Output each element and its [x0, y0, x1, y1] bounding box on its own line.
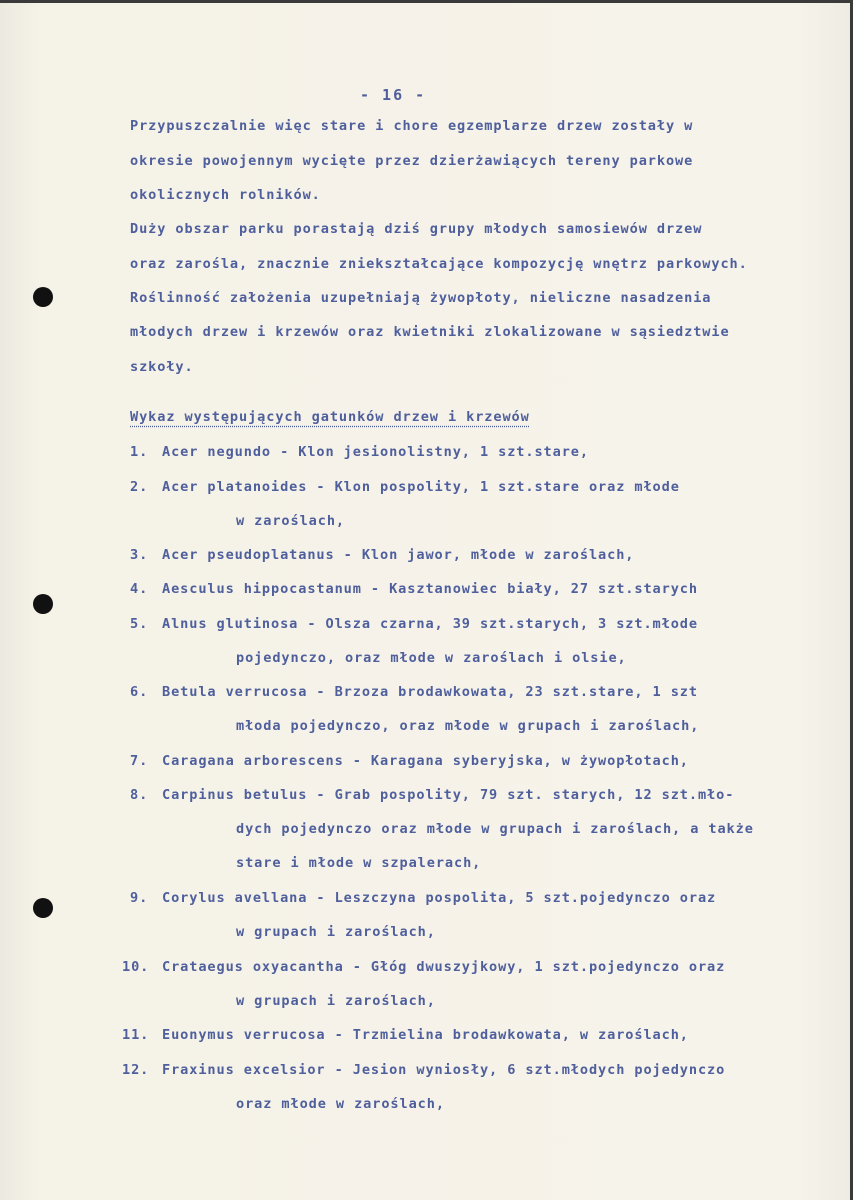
punch-hole-1: [33, 287, 53, 307]
intro-line: młodych drzew i krzewów oraz kwietniki zlokalizowane w sąsiedztwie: [130, 324, 730, 340]
list-item-number: 2.: [130, 479, 149, 495]
list-item-text: Alnus glutinosa - Olsza czarna, 39 szt.starych, 3 szt.młode: [162, 616, 698, 632]
list-item-number: 10.: [122, 959, 150, 975]
scan-edge-top: [0, 0, 853, 3]
list-item-text: pojedynczo, oraz młode w zaroślach i olsie,: [236, 650, 627, 666]
list-item-number: 5.: [130, 616, 149, 632]
intro-line: okresie powojennym wycięte przez dzierżawiących tereny parkowe: [130, 153, 694, 169]
intro-line: Przypuszczalnie więc stare i chore egzemplarze drzew zostały w: [130, 118, 694, 134]
list-item-number: 1.: [130, 444, 149, 460]
list-item-text: Fraxinus excelsior - Jesion wyniosły, 6 szt.młodych pojedynczo: [162, 1062, 726, 1078]
list-item-text: Betula verrucosa - Brzoza brodawkowata, 23 szt.stare, 1 szt: [162, 684, 698, 700]
list-item-number: 11.: [122, 1027, 150, 1043]
intro-line: szkoły.: [130, 359, 194, 375]
intro-line: oraz zarośla, znacznie zniekształcające kompozycję wnętrz parkowych.: [130, 256, 748, 272]
list-item-text: Aesculus hippocastanum - Kasztanowiec biały, 27 szt.starych: [162, 581, 698, 597]
list-item-number: 6.: [130, 684, 149, 700]
list-item-text: Carpinus betulus - Grab pospolity, 79 szt. starych, 12 szt.mło-: [162, 787, 735, 803]
list-item-text: stare i młode w szpalerach,: [236, 855, 482, 871]
list-item-text: w grupach i zaroślach,: [236, 924, 436, 940]
list-item-text: Acer negundo - Klon jesionolistny, 1 szt.stare,: [162, 444, 589, 460]
list-item-number: 8.: [130, 787, 149, 803]
intro-line: Duży obszar parku porastają dziś grupy młodych samosiewów drzew: [130, 221, 703, 237]
list-item-number: 12.: [122, 1062, 150, 1078]
list-item-text: młoda pojedynczo, oraz młode w grupach i zaroślach,: [236, 718, 700, 734]
punch-hole-3: [33, 898, 53, 918]
intro-line: Roślinność założenia uzupełniają żywopłoty, nieliczne nasadzenia: [130, 290, 712, 306]
list-item-text: Corylus avellana - Leszczyna pospolita, 5 szt.pojedynczo oraz: [162, 890, 717, 906]
intro-line: okolicznych rolników.: [130, 187, 321, 203]
page-number: - 16 -: [360, 86, 427, 104]
list-item-number: 3.: [130, 547, 149, 563]
list-item-text: Acer platanoides - Klon pospolity, 1 szt.stare oraz młode: [162, 479, 680, 495]
list-item-text: w zaroślach,: [236, 513, 346, 529]
punch-hole-2: [33, 594, 53, 614]
list-item-number: 9.: [130, 890, 149, 906]
list-item-text: oraz młode w zaroślach,: [236, 1096, 445, 1112]
section-heading: Wykaz występujących gatunków drzew i krzewów: [130, 409, 530, 425]
list-item-number: 7.: [130, 753, 149, 769]
list-item-text: w grupach i zaroślach,: [236, 993, 436, 1009]
list-item-number: 4.: [130, 581, 149, 597]
list-item-text: Acer pseudoplatanus - Klon jawor, młode w zaroślach,: [162, 547, 635, 563]
list-item-text: Euonymus verrucosa - Trzmielina brodawkowata, w zaroślach,: [162, 1027, 689, 1043]
list-item-text: Crataegus oxyacantha - Głóg dwuszyjkowy, 1 szt.pojedynczo oraz: [162, 959, 726, 975]
list-item-text: dych pojedynczo oraz młode w grupach i zaroślach, a także: [236, 821, 754, 837]
list-item-text: Caragana arborescens - Karagana syberyjska, w żywopłotach,: [162, 753, 689, 769]
